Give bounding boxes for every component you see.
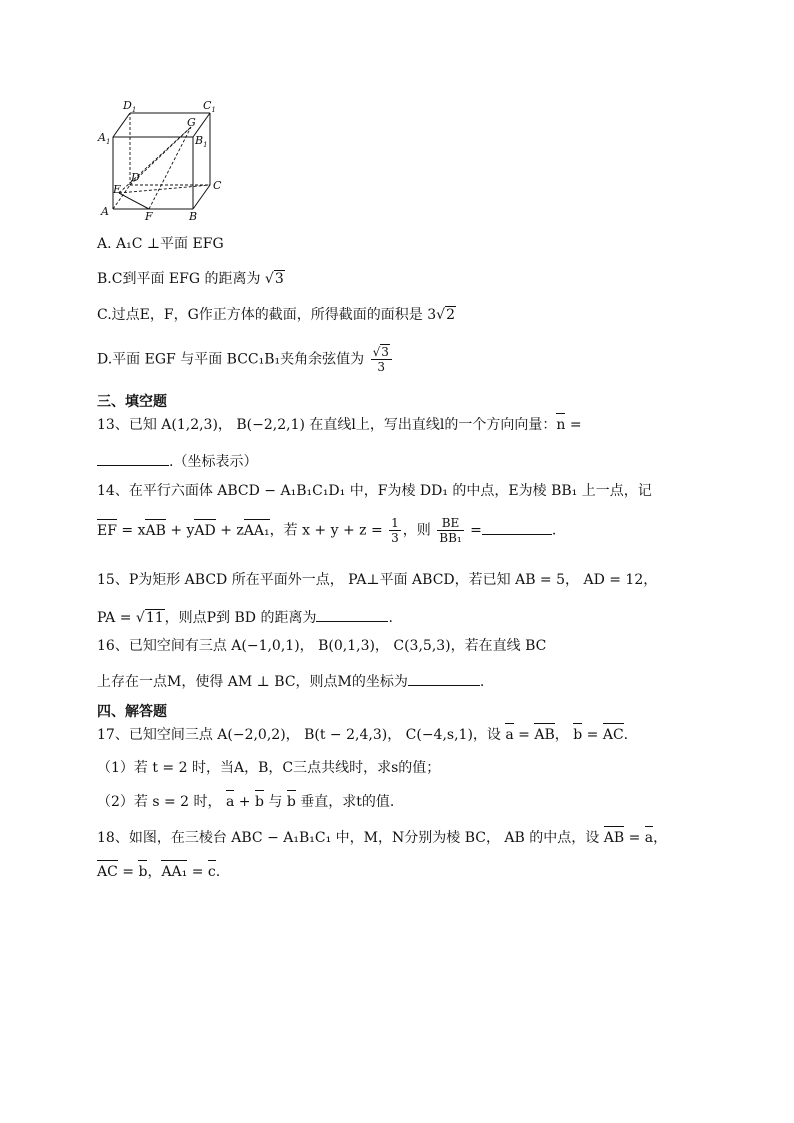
q14-eq2: = [465,522,482,539]
edge-b-c [193,185,210,209]
q15-text: ，则点P到 BD 的距离为 [164,610,317,626]
segment-e-f [119,193,149,209]
q18-eq1: = [624,830,645,846]
option-d-fraction: $\frac{√3}{3}$ [371,345,392,374]
q17-p2-plus: + [234,794,255,810]
q13-vector-n: n [556,417,566,433]
q18-vec-c: c [207,864,216,880]
q13-suffix: .（坐标表示） [169,454,258,470]
q17-vec-a: a [505,727,514,743]
option-c: C.过点E，F，G作正方体的截面，所得截面的面积是 3√2 [97,307,455,323]
q14-line1: 14、在平行六面体 ABCD − A₁B₁C₁D₁ 中，F为棱 DD₁ 的中点，E为棱 BB₁ 上一点，记 [97,483,652,499]
edge-a1-d1 [113,113,130,137]
q17-vec-ab: AB [534,727,555,743]
q13-answer-blank[interactable] [97,449,169,466]
q14-vec-ab: AB [145,522,166,539]
segment-e-c [119,185,210,193]
q18-vec-b: b [138,864,148,880]
label-c: C [213,179,222,192]
q14-eq-x: = x [116,522,146,539]
q17-vec-ac: AC [602,727,624,743]
q14-vec-ef: EF [97,522,117,539]
q17-line1 [97,725,628,745]
q14-vec-aa1: AA₁ [243,522,270,539]
label-a1: $A_1$ [98,131,111,146]
q17-part2 [97,792,394,812]
label-d: D [131,171,140,184]
q18-eq3: = [187,864,208,880]
option-b: B.C到平面 EFG 的距离为 √3 [97,271,284,287]
q17-p2-text: （2）若 s = 2 时， [97,794,226,810]
q18-comma1: ， [653,830,668,846]
q15-answer-blank[interactable] [316,605,388,622]
option-c-text: C.过点E，F，G作正方体的截面，所得截面的面积是 3 [97,307,437,323]
q18-comma2: ， [147,864,162,880]
q18-vec-aa1: AA₁ [161,864,188,880]
q16-end: . [479,674,485,690]
option-c-radicand: 2 [446,307,455,323]
q17-eq1: = [513,727,535,743]
q15-pa-radicand: 11 [145,610,164,626]
q13-text: 13、已知 A(1,2,3)， B(−2,2,1) 在直线l上，写出直线l的一个方向向量： [97,417,557,433]
segment-f-g [149,127,191,209]
q15-end: . [388,610,393,626]
q18-text: 18、如图，在三棱台 ABC − A₁B₁C₁ 中，M，N分别为棱 BC， AB 的中点，设 [97,830,604,846]
q14-end: . [551,522,557,539]
q18-end: . [215,864,221,880]
cube-figure [95,97,225,222]
q17-text: 17、已知空间三点 A(−2,0,2)， B(t − 2,4,3)， C(−4,s,1)，设 [97,727,506,743]
q17-p2-vec-a: a [225,794,235,810]
q14-plus-y: + y [165,522,195,539]
q17-vec-b: b [573,727,583,743]
q18-vec-a: a [644,830,654,846]
q16-answer-blank[interactable] [408,669,480,686]
section-fill-heading: 三、填空题 [97,394,167,410]
label-b: B [189,210,198,222]
q16-line1: 16、已知空间有三点 A(−1,0,1)， B(0,1,3)， C(3,5,3)，若在直线 BC [97,638,547,654]
q17-part1: （1）若 t = 2 时，当A，B，C三点共线时，求s的值； [97,760,441,776]
q17-p2-end: 垂直，求t的值. [295,794,395,810]
q13-line1 [97,415,582,435]
label-g: G [187,116,196,129]
q17-p2-mid: 与 [263,794,287,810]
label-f: F [145,210,153,222]
q16-text: 上存在一点M，使得 AM ⊥ BC，则点M的坐标为 [97,674,408,690]
option-b-text: B.C到平面 EFG 的距离为 [97,271,265,287]
q14-line2 [97,516,556,545]
q17-p2-vec-b: b [254,794,264,810]
q14-answer-blank[interactable] [482,518,552,535]
section-answer-heading: 四、解答题 [97,704,167,720]
q18-line2 [97,862,220,882]
option-b-radicand: 3 [274,271,284,287]
q18-line1 [97,828,667,848]
label-e: E [113,183,122,196]
q17-end: . [623,727,629,743]
label-d1: $D_1$ [123,99,137,114]
q17-p2-vec-b2: b [286,794,296,810]
q16-line2 [97,669,484,692]
q14-cond: ，若 x + y + z = [269,522,388,539]
q17-comma: ， [554,727,574,743]
label-a: A [101,205,109,218]
q15-line2: PA = √11，则点P到 BD 的距离为 . [97,605,393,628]
label-b1: $B_1$ [195,134,208,149]
q14-fraction-be-bb1: $\frac{BE}{\text{BB₁}}$ [439,516,462,545]
label-c1: $C_1$ [203,99,216,114]
q13-eq: = [565,417,582,433]
q14-vec-ad: AD [194,522,216,539]
q17-eq2: = [582,727,603,743]
option-d-text: D.平面 EGF 与平面 BCC₁B₁夹角余弦值为 [97,351,369,368]
q13-line2 [97,449,257,472]
q14-plus-z: + z [215,522,244,539]
q18-vec-ab: AB [603,830,625,846]
q15-line1: 15、P为矩形 ABCD 所在平面外一点， PA⊥平面 ABCD，若已知 AB = 5， AD = 12， [97,572,658,588]
option-d [97,345,394,374]
q14-fraction-1-3: $\frac{1}{3}$ [391,516,399,545]
q15-pa: PA = [97,610,136,626]
option-a: A. A₁C ⊥平面 EFG [97,236,224,252]
q14-then: ，则 [402,522,436,539]
q18-eq2: = [117,864,139,880]
q18-vec-ac: AC [97,864,118,880]
